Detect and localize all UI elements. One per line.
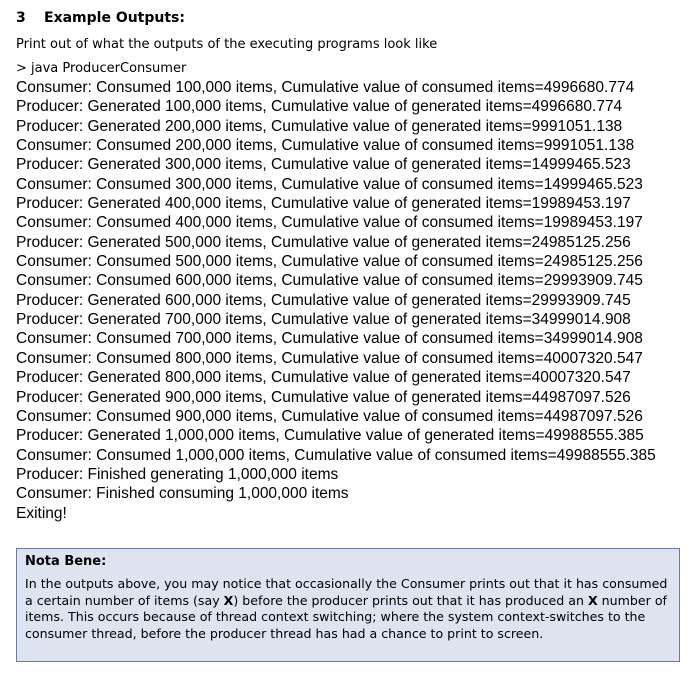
output-line: Consumer: Consumed 200,000 items, Cumulative value of consumed items=9991051.138 [16,137,635,155]
output-line: Consumer: Finished consuming 1,000,000 items [16,485,349,503]
nota-bene-body [25,576,671,642]
output-line: Exiting! [16,504,67,522]
command-line: > java ProducerConsumer [16,61,187,76]
output-line: Producer: Finished generating 1,000,000 items [16,465,339,483]
output-line: Producer: Generated 700,000 items, Cumulative value of generated items=34999014.908 [16,311,631,329]
note-text-part: In the outputs above, you may notice that occasionally the Consumer prints out that it has consumed a certain number of items (say [25,576,668,608]
output-line: Consumer: Consumed 600,000 items, Cumulative value of consumed items=29993909.745 [16,272,643,290]
intro-text: Print out of what the outputs of the executing programs look like [16,37,438,52]
output-line: Producer: Generated 300,000 items, Cumulative value of generated items=14999465.523 [16,156,631,174]
output-line: Consumer: Consumed 800,000 items, Cumulative value of consumed items=40007320.547 [16,349,643,367]
output-line: Consumer: Consumed 400,000 items, Cumulative value of consumed items=19989453.197 [16,214,643,232]
output-line: Consumer: Consumed 700,000 items, Cumulative value of consumed items=34999014.908 [16,330,643,348]
output-line: Consumer: Consumed 300,000 items, Cumulative value of consumed items=14999465.523 [16,175,643,193]
program-output [16,78,684,523]
note-x-variable: X [587,592,598,608]
nota-bene-box [16,548,680,662]
output-line: Producer: Generated 500,000 items, Cumulative value of generated items=24985125.256 [16,233,631,251]
section-heading [16,8,684,28]
nota-bene-title: Nota Bene: [25,554,107,569]
note-x-variable: X [223,592,234,608]
output-line: Consumer: Consumed 1,000,000 items, Cumulative value of consumed items=49988555.385 [16,446,656,464]
output-line: Consumer: Consumed 500,000 items, Cumulative value of consumed items=24985125.256 [16,253,643,271]
note-text-part: number of items. This occurs because of thread context switching; where the system context-switches to the consumer thread, before the producer thread has had a chance to print to screen. [25,592,667,641]
document-page [16,8,684,523]
section-title: Example Outputs: [44,10,185,26]
output-line: Producer: Generated 900,000 items, Cumulative value of generated items=44987097.526 [16,388,631,406]
output-line: Producer: Generated 400,000 items, Cumulative value of generated items=19989453.197 [16,195,631,213]
output-line: Producer: Generated 200,000 items, Cumulative value of generated items=9991051.138 [16,117,623,135]
output-line: Producer: Generated 1,000,000 items, Cumulative value of generated items=49988555.385 [16,427,644,445]
output-line: Consumer: Consumed 900,000 items, Cumulative value of consumed items=44987097.526 [16,407,643,425]
output-line: Producer: Generated 800,000 items, Cumulative value of generated items=40007320.547 [16,369,631,387]
section-number: 3 [16,10,26,26]
output-line: Producer: Generated 600,000 items, Cumulative value of generated items=29993909.745 [16,291,631,309]
output-line: Producer: Generated 100,000 items, Cumulative value of generated items=4996680.774 [16,98,623,116]
note-text-part: ) before the producer prints out that it has produced an [233,592,588,608]
output-line: Consumer: Consumed 100,000 items, Cumulative value of consumed items=4996680.774 [16,79,635,96]
